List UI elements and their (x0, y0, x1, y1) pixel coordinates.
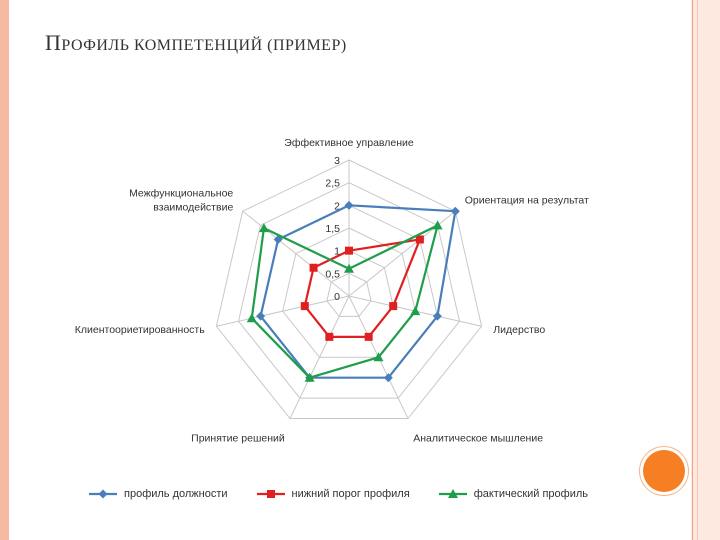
legend-swatch (88, 487, 118, 501)
tick-label: 2 (334, 200, 340, 213)
category-label (191, 432, 285, 444)
series-lines (247, 201, 460, 382)
slide-title-rest: РОФИЛЬ КОМПЕТЕНЦИЙ (ПРИМЕР) (61, 37, 347, 54)
data-point (365, 333, 373, 341)
category-label-line: Эффективное управление (284, 137, 414, 149)
grid-spoke (216, 296, 349, 326)
data-point (389, 302, 397, 310)
data-point (416, 235, 424, 243)
legend-label: нижний порог профиля (291, 488, 410, 500)
tick-label: 1 (334, 245, 340, 258)
category-label (129, 188, 233, 214)
tick-label: 1,5 (325, 223, 340, 235)
category-label-line: взаимодействие (153, 201, 234, 214)
tick-label: 2,5 (325, 177, 340, 190)
data-point (433, 220, 443, 229)
legend-swatch (438, 487, 468, 501)
data-point (345, 201, 354, 210)
category-label-line: Межфункциональное (129, 187, 234, 200)
data-point (267, 490, 275, 498)
category-label-line: Лидерство (493, 323, 546, 336)
tick-label: 3 (334, 155, 340, 167)
category-label (75, 324, 205, 336)
legend-label: профиль должности (124, 488, 228, 500)
data-point (310, 264, 318, 272)
data-point (345, 247, 353, 255)
data-point (325, 333, 333, 341)
category-label (493, 324, 545, 336)
category-label-line: Ориентация на результат (464, 194, 589, 207)
category-label (413, 432, 543, 444)
data-point (99, 490, 108, 499)
chart-legend (88, 487, 616, 501)
data-point (259, 223, 269, 232)
legend-swatch (256, 487, 286, 501)
category-label-line: Клиентоориетированность (74, 323, 205, 336)
legend-label: фактический профиль (473, 488, 589, 500)
category-label-line: Аналитическое мышление (413, 432, 544, 445)
data-point (301, 302, 309, 310)
tick-label: 0,5 (325, 268, 340, 281)
legend-item (438, 487, 588, 501)
legend-item (88, 487, 228, 501)
tick-label: 0 (334, 291, 340, 303)
category-label (465, 195, 589, 207)
category-label (284, 137, 414, 149)
category-label-line: Принятие решений (191, 432, 285, 445)
legend-item (256, 487, 410, 501)
slide-title-first-letter: П (45, 30, 62, 55)
